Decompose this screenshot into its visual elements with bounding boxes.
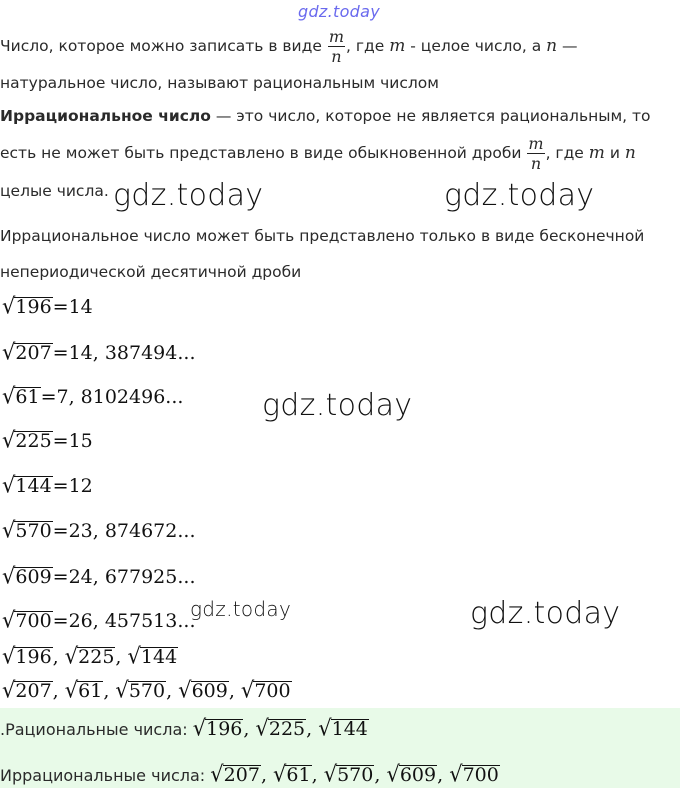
root-row bbox=[2, 518, 195, 542]
var-n: n bbox=[546, 36, 558, 56]
root-row bbox=[2, 428, 93, 452]
rational-prefix: Число, которое можно записать в виде bbox=[0, 37, 322, 55]
watermark-top: gdz.today bbox=[298, 2, 380, 21]
watermark-e: gdz.today bbox=[470, 596, 621, 631]
watermark-c: gdz.today bbox=[262, 388, 413, 423]
root-row bbox=[2, 608, 195, 632]
decimal-line1: Иррациональное число может быть представлено только в виде бесконечной bbox=[0, 227, 645, 245]
root-row bbox=[2, 384, 183, 408]
watermark-d: gdz.today bbox=[190, 597, 292, 621]
rational-m-is: - целое число, а bbox=[410, 37, 542, 55]
irrational-line2-prefix: есть не может быть представлено в виде обыкновенной дроби bbox=[0, 144, 522, 162]
fraction-denominator: n bbox=[331, 47, 342, 66]
rational-definition-line1 bbox=[0, 26, 578, 66]
root-value: =14, 387494... bbox=[52, 342, 196, 364]
fraction-m-over-n bbox=[328, 28, 345, 65]
irrational-definition-line1 bbox=[0, 106, 651, 126]
answer-rational: .Рациональные числа: √196, √225, √144 bbox=[0, 715, 368, 741]
root-value: =23, 874672... bbox=[52, 520, 196, 542]
sqrt-expression: √207 bbox=[2, 339, 52, 365]
var-m: m bbox=[389, 36, 406, 56]
root-row bbox=[2, 473, 93, 497]
rational-mid: , где bbox=[345, 37, 385, 55]
irrational-term: Иррациональное число bbox=[0, 107, 211, 125]
sqrt-expression: √609 bbox=[2, 563, 52, 589]
rational-definition-line2: натуральное число, называют рациональным числом bbox=[0, 74, 439, 92]
root-value: =12 bbox=[52, 475, 93, 497]
fraction-numerator-2: m bbox=[528, 134, 544, 153]
root-value: =15 bbox=[52, 430, 93, 452]
irrational-group-list: √207, √61, √570, √609, √700 bbox=[2, 677, 291, 703]
answer-rational-label: .Рациональные числа: bbox=[0, 720, 188, 739]
irrational-definition-line3: целые числа. bbox=[0, 182, 109, 200]
irrational-and: и bbox=[609, 144, 620, 162]
sqrt-expression: √61 bbox=[2, 383, 40, 409]
var-n-2: n bbox=[624, 143, 636, 163]
sqrt-expression: √700 bbox=[2, 607, 52, 633]
decimal-line2: непериодической десятичной дроби bbox=[0, 263, 302, 281]
irrational-rest: — это число, которое не является рациональным, то bbox=[210, 107, 651, 125]
watermark-a: gdz.today bbox=[113, 178, 264, 213]
answer-irrational-label: Иррациональные числа: bbox=[0, 766, 206, 785]
root-value: =26, 457513... bbox=[52, 610, 196, 632]
root-row bbox=[2, 564, 195, 588]
sqrt-expression: √196 bbox=[2, 293, 52, 319]
root-row bbox=[2, 294, 93, 318]
fraction-numerator: m bbox=[328, 27, 344, 46]
rational-dash: — bbox=[562, 37, 578, 55]
root-value: =14 bbox=[52, 296, 93, 318]
sqrt-expression: √570 bbox=[2, 517, 52, 543]
rational-group-list: √196, √225, √144 bbox=[2, 643, 178, 669]
root-value: =24, 677925... bbox=[52, 566, 196, 588]
root-value: =7, 8102496... bbox=[40, 386, 184, 408]
irrational-line2-where: , где bbox=[545, 144, 584, 162]
var-m-2: m bbox=[588, 143, 605, 163]
fraction-m-over-n-2 bbox=[527, 135, 544, 172]
answer-irrational: Иррациональные числа: √207, √61, √570, √609, √700 bbox=[0, 761, 499, 787]
fraction-denominator-2: n bbox=[530, 154, 542, 173]
root-row bbox=[2, 340, 195, 364]
sqrt-expression: √225 bbox=[2, 427, 52, 453]
irrational-definition-line2 bbox=[0, 130, 636, 176]
watermark-b: gdz.today bbox=[444, 178, 595, 213]
sqrt-expression: √144 bbox=[2, 472, 52, 498]
